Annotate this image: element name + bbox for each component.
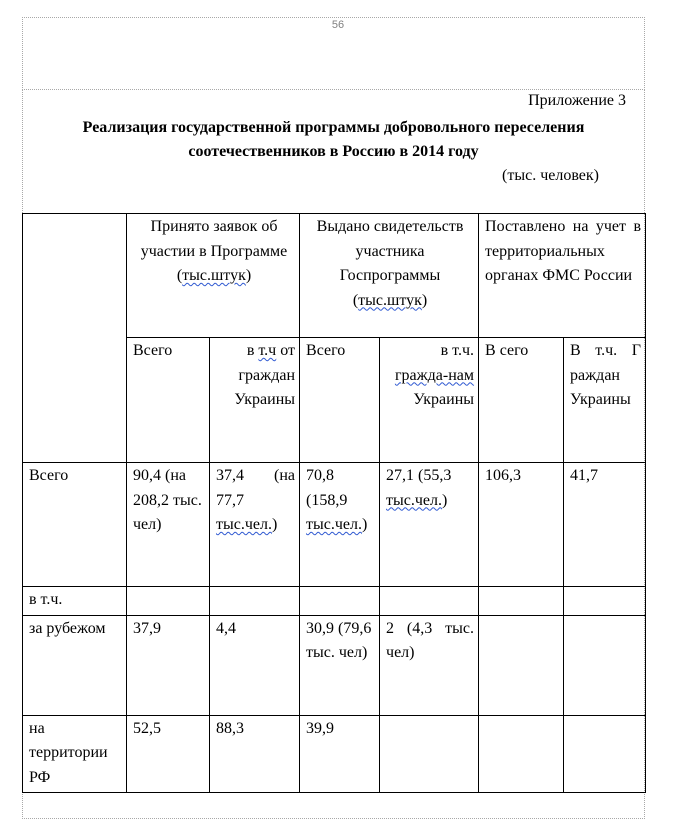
table-cell[interactable]: [300, 587, 380, 616]
cell-abroad-applications[interactable]: 37,9: [127, 615, 210, 715]
sub-header-applications-ukraine[interactable]: в т.ч от граждан Украины: [210, 338, 300, 463]
corner-cell[interactable]: [23, 214, 127, 463]
group-header-row: [23, 214, 646, 338]
cell-total-certificates-ukraine[interactable]: 27,1 (55,3 тыс.чел.): [380, 463, 479, 587]
page-number: 56: [331, 19, 345, 31]
sub-header-certificates-total[interactable]: Всего: [300, 338, 380, 463]
unit-note: (тыс. человек): [502, 167, 599, 184]
row-label-russia[interactable]: на территории РФ: [23, 715, 127, 793]
sub-header-applications-total[interactable]: Всего: [127, 338, 210, 463]
cell-total-registered[interactable]: 106,3: [479, 463, 564, 587]
table-cell[interactable]: [380, 587, 479, 616]
title-line-1: Реализация государственной программы добровольного переселения: [82, 119, 585, 136]
row-label-total[interactable]: Всего: [23, 463, 127, 587]
table-cell[interactable]: [564, 587, 646, 616]
cell-russia-certificates[interactable]: 39,9: [300, 715, 380, 793]
cell-russia-registered-ukraine[interactable]: [564, 715, 646, 793]
cell-russia-certificates-ukraine[interactable]: [380, 715, 479, 793]
document-title[interactable]: [22, 116, 645, 164]
table-row-including: [23, 587, 646, 616]
cell-abroad-registered-ukraine[interactable]: [564, 615, 646, 715]
header-applications[interactable]: Принято заявок об участии в Программе (тыс.штук): [127, 214, 300, 338]
header-certificates[interactable]: Выдано свидетельств участника Госпрограммы (тыс.штук): [300, 214, 479, 338]
table-cell[interactable]: [127, 587, 210, 616]
header-registered[interactable]: Поставлено на учет в территориальных органах ФМС России: [479, 214, 646, 338]
table-row-total: [23, 463, 646, 587]
table-row-abroad: [23, 615, 646, 715]
cell-total-applications-ukraine[interactable]: 37,4 (на 77,7 тыс.чел.): [210, 463, 300, 587]
title-line-2: соотечественников в Россию в 2014 году: [188, 143, 479, 160]
cell-abroad-certificates-ukraine[interactable]: 2 (4,3 тыс. чел): [380, 615, 479, 715]
cell-russia-applications[interactable]: 52,5: [127, 715, 210, 793]
sub-header-registered-ukraine[interactable]: В т.ч. Г раждан Украины: [564, 338, 646, 463]
appendix-label: Приложение 3: [528, 92, 626, 109]
cell-total-registered-ukraine[interactable]: 41,7: [564, 463, 646, 587]
resettlement-table[interactable]: [22, 213, 646, 793]
cell-russia-applications-ukraine[interactable]: 88,3: [210, 715, 300, 793]
cell-abroad-certificates[interactable]: 30,9 (79,6 тыс. чел): [300, 615, 380, 715]
cell-abroad-registered[interactable]: [479, 615, 564, 715]
table-cell[interactable]: [479, 587, 564, 616]
row-label-including[interactable]: в т.ч.: [23, 587, 127, 616]
cell-abroad-applications-ukraine[interactable]: 4,4: [210, 615, 300, 715]
cell-russia-registered[interactable]: [479, 715, 564, 793]
row-label-abroad[interactable]: за рубежом: [23, 615, 127, 715]
sub-header-registered-total[interactable]: В сего: [479, 338, 564, 463]
table-row-russia: [23, 715, 646, 793]
table-cell[interactable]: [210, 587, 300, 616]
cell-total-certificates[interactable]: 70,8 (158,9 тыс.чел.): [300, 463, 380, 587]
cell-total-applications[interactable]: 90,4 (на 208,2 тыс. чел): [127, 463, 210, 587]
sub-header-certificates-ukraine[interactable]: в т.ч. гражда-нам Украины: [380, 338, 479, 463]
